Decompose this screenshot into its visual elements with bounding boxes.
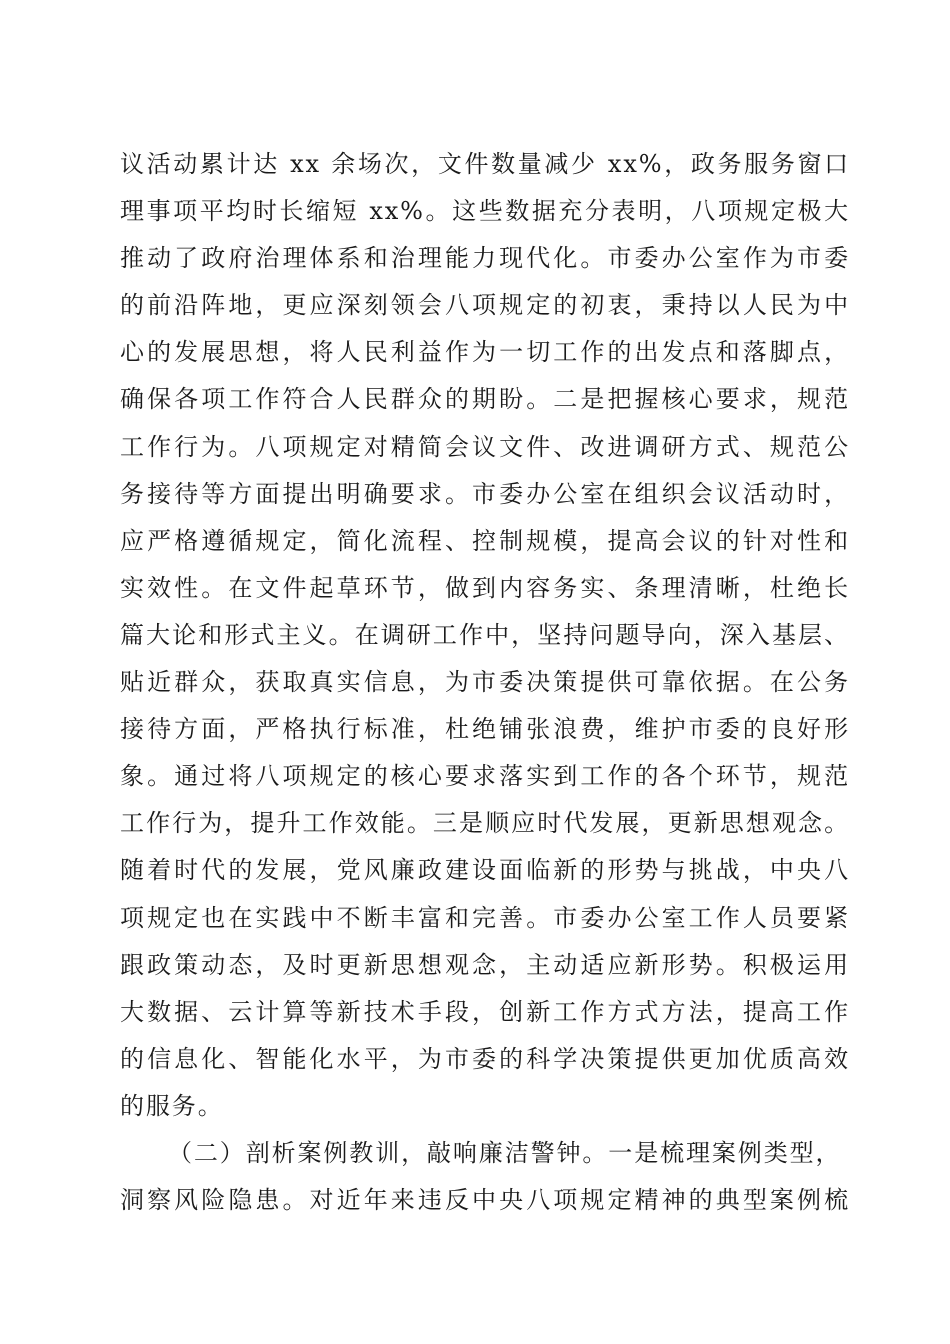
- paragraph: [120, 141, 850, 1130]
- text-line: 贴近群众，获取真实信息，为市委决策提供可靠依据。在公务: [120, 668, 850, 697]
- text-line: 的前沿阵地，更应深刻领会八项规定的初衷，秉持以人民为中: [120, 291, 850, 320]
- text-line: 大数据、云计算等新技术手段，创新工作方式方法，提高工作: [120, 997, 850, 1026]
- text-line: 理事项平均时长缩短 xx%。这些数据充分表明，八项规定极大: [120, 197, 850, 226]
- text-line: 随着时代的发展，党风廉政建设面临新的形势与挑战，中央八: [120, 856, 850, 885]
- text-line: 洞察风险隐患。对近年来违反中央八项规定精神的典型案例梳: [120, 1186, 850, 1215]
- text-line: 心的发展思想，将人民利益作为一切工作的出发点和落脚点，: [120, 338, 850, 367]
- text-line: 务接待等方面提出明确要求。市委办公室在组织会议活动时，: [120, 479, 850, 508]
- text-line: 应严格遵循规定，简化流程、控制规模，提高会议的针对性和: [120, 526, 850, 555]
- text-line: 象。通过将八项规定的核心要求落实到工作的各个环节，规范: [120, 762, 850, 791]
- paragraph: [120, 1130, 850, 1224]
- text-line: 工作行为。八项规定对精简会议文件、改进调研方式、规范公: [120, 432, 850, 461]
- text-line: 议活动累计达 xx 余场次，文件数量减少 xx%，政务服务窗口: [120, 150, 850, 178]
- text-line: 工作行为，提升工作效能。三是顺应时代发展，更新思想观念。: [120, 809, 850, 838]
- text-line: 确保各项工作符合人民群众的期盼。二是把握核心要求，规范: [120, 385, 850, 414]
- text-line: 接待方面，严格执行标准，杜绝铺张浪费，维护市委的良好形: [120, 715, 850, 744]
- text-line: 推动了政府治理体系和治理能力现代化。市委办公室作为市委: [120, 244, 850, 273]
- text-line: 实效性。在文件起草环节，做到内容务实、条理清晰，杜绝长: [120, 573, 850, 602]
- text-line: 的服务。: [120, 1091, 224, 1120]
- text-line: （二）剖析案例教训，敲响廉洁警钟。一是梳理案例类型，: [168, 1138, 842, 1167]
- text-line: 跟政策动态，及时更新思想观念，主动适应新形势。积极运用: [120, 950, 850, 979]
- text-line: 篇大论和形式主义。在调研工作中，坚持问题导向，深入基层、: [120, 620, 850, 649]
- text-line: 的信息化、智能化水平，为市委的科学决策提供更加优质高效: [120, 1044, 850, 1073]
- text-line: 项规定也在实践中不断丰富和完善。市委办公室工作人员要紧: [120, 903, 850, 932]
- body-text: [120, 141, 850, 1224]
